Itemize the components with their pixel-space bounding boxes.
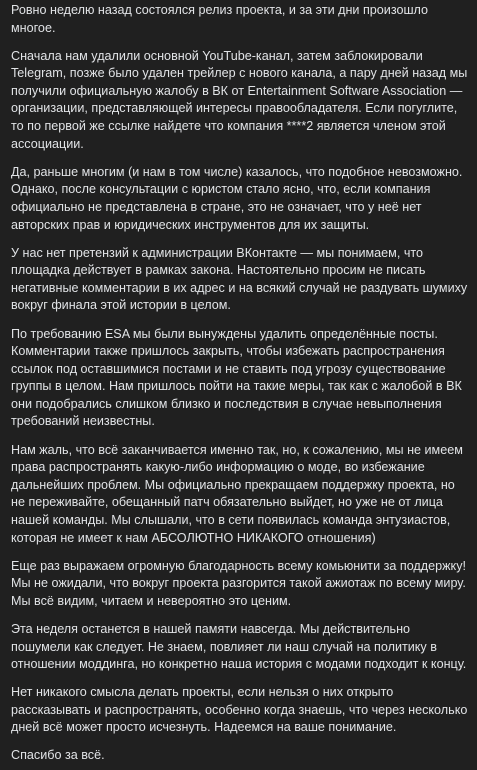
post-paragraph: Ровно неделю назад состоялся релиз проекта, и за эти дни произошло многое. [11,3,429,35]
post-paragraph: Нет никакого смысла делать проекты, если нельзя о них открыто рассказывать и распространять, особенно когда знаешь, что через несколько дней всё может просто исчезнуть. Надеемся на ваше понимание. [11,685,468,735]
post-paragraph: Да, раньше многим (и нам в том числе) казалось, что подобное невозможно. Однако, после консультации с юристом стало ясно, что, если компания официально не представлена в стране, это не означает, что у неё нет авторских прав и юридических инструментов для их защиты. [11,164,463,232]
post-paragraph: Нам жаль, что всё заканчивается именно так, но, к сожалению, мы не имеем права распространять какую-либо информацию о моде, во избежание дальнейших проблем. Мы официально прекращаем поддержку проекта, но не переживайте, обещанный патч обязательно выйдет, но уже не от лица нашей команды. Мы слышали, что в сети появилась команда энтузиастов, которая не имеет к нам АБСОЛЮТНО НИКАКОГО отношения) [11,442,463,545]
post-paragraph: Еще раз выражаем огромную благодарность всему комьюнити за поддержку! Мы не ожидали, что вокруг проекта разгорится такой ажиотаж по всему миру. Мы всё видим, читаем и невероятно это ценим. [11,558,467,608]
post-paragraph: Сначала нам удалили основной YouTube-канал, затем заблокировали Telegram, позже было удален трейлер с нового канала, а пару дней назад мы получили официальную жалобу в ВК от Entertainment Software Association — организации, представляющей интересы правообладателя. Если погуглите, то по первой же ссылке найдете что компания ****2 является членом этой ассоциации. [11,48,468,151]
post-paragraph: У нас нет претензий к администрации ВКонтакте — мы понимаем, что площадка действует в рамках закона. Настоятельно просим не писать негативные комментарии в их адрес и на всякий случай не раздувать шумиху вокруг финала этой истории в целом. [11,245,468,313]
post-paragraph: По требованию ESA мы были вынуждены удалить определённые посты. Комментарии также пришлось закрыть, чтобы избежать распространения ссылок под оставшимися постами и не ставить под угрозу существование группы в целом. Нам пришлось пойти на такие меры, так как с жалобой в ВК они подобрались слишком близко и последствия в случае невыполнения требований неизвестны. [11,326,462,429]
post-paragraph: Эта неделя останется в нашей памяти навсегда. Мы действительно пошумели как следует. Не знаем, повлияет ли наш случай на политику в отношении моддинга, но конкретно наша история с модами подходит к концу. [11,621,467,672]
post-paragraph: Спасибо за всё. [11,748,105,763]
